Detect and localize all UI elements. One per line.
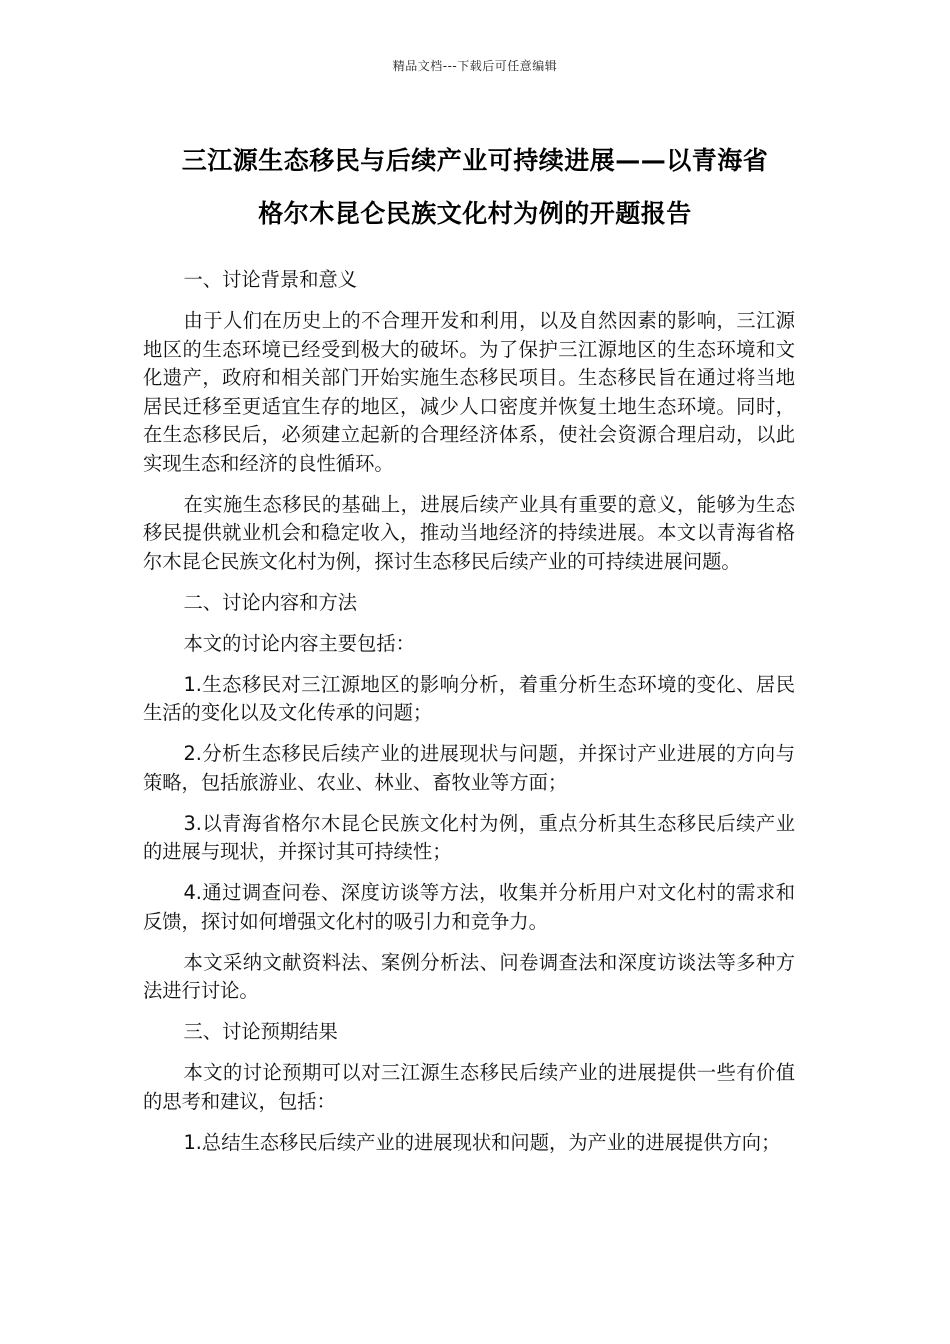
document-title — [140, 134, 810, 240]
paragraph: 由于人们在历史上的不合理开发和利用，以及自然因素的影响，三江源地区的生态环境已经受到极大的破坏。为了保护三江源地区的生态环境和文化遗产，政府和相关部门开始实施生态移民项目。生态移民旨在通过将当地居民迁移至更适宜生存的地区，减少人口密度并恢复土地生态环境。同时，在生态移民后，必须建立起新的合理经济体系，使社会资源合理启动，以此实现生态和经济的良性循环。 — [143, 309, 795, 475]
title-line-1: 三江源生态移民与后续产业可持续进展——以青海省 — [181, 146, 769, 175]
list-item: 1.总结生态移民后续产业的进展现状和问题，为产业的进展提供方向； — [183, 1130, 781, 1154]
section-heading-background: 一、讨论背景和意义 — [183, 268, 358, 291]
list-item: 3.以青海省格尔木昆仑民族文化村为例，重点分析其生态移民后续产业的进展与现状，并探讨其可持续性； — [143, 811, 795, 863]
list-item: 2.分析生态移民后续产业的进展现状与问题，并探讨产业进展的方向与策略，包括旅游业、农业、林业、畜牧业等方面； — [143, 742, 795, 794]
paragraph: 本文的讨论预期可以对三江源生态移民后续产业的进展提供一些有价值的思考和建议，包括： — [143, 1061, 795, 1113]
list-item: 1.生态移民对三江源地区的影响分析，着重分析生态环境的变化、居民生活的变化以及文化传承的问题； — [143, 672, 795, 724]
section-heading-expected-results: 三、讨论预期结果 — [183, 1020, 338, 1043]
section-heading-content-methods: 二、讨论内容和方法 — [183, 590, 358, 614]
paragraph: 本文的讨论内容主要包括： — [183, 631, 415, 655]
paragraph: 在实施生态移民的基础上，进展后续产业具有重要的意义，能够为生态移民提供就业机会和稳定收入，推动当地经济的持续进展。本文以青海省格尔木昆仑民族文化村为例，探讨生态移民后续产业的可持续进展问题。 — [143, 492, 795, 573]
list-item: 4.通过调查问卷、深度访谈等方法，收集并分析用户对文化村的需求和反馈，探讨如何增强文化村的吸引力和竞争力。 — [143, 881, 795, 933]
title-line-2: 格尔木昆仑民族文化村为例的开题报告 — [258, 199, 692, 228]
document-body — [143, 266, 795, 1170]
paragraph: 本文采纳文献资料法、案例分析法、问卷调查法和深度访谈法等多种方法进行讨论。 — [143, 950, 795, 1002]
header-note: 精品文档---下载后可任意编辑 — [392, 59, 558, 73]
